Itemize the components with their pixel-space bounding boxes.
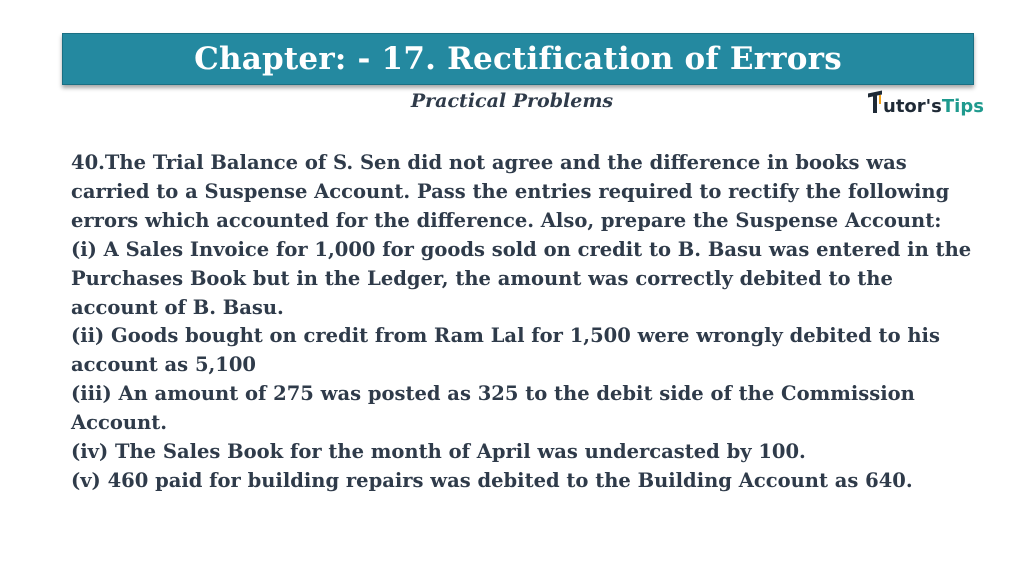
question-line: (i) A Sales Invoice for 1,000 for goods sold on credit to B. Basu was entered in the	[71, 237, 972, 261]
question-line: account as 5,100	[71, 353, 257, 377]
question-line: (ii) Goods bought on credit from Ram Lal for 1,500 were wrongly debited to his	[71, 324, 940, 348]
question-line: Account.	[71, 411, 168, 435]
question-line: errors which accounted for the difference. Also, prepare the Suspense Account:	[71, 208, 942, 232]
logo-text-accent: Tips	[941, 96, 984, 117]
question-line: 40.The Trial Balance of S. Sen did not agree and the difference in books was	[71, 151, 907, 174]
question-line: (iii) An amount of 275 was posted as 325 to the debit side of the Commission	[71, 382, 915, 406]
section-subtitle: Practical Problems	[410, 90, 614, 112]
question-text	[71, 149, 971, 496]
question-line: Purchases Book but in the Ledger, the amount was correctly debited to the	[71, 266, 893, 290]
question-line: carried to a Suspense Account. Pass the entries required to rectify the following	[71, 179, 950, 203]
question-line: account of B. Basu.	[71, 295, 284, 319]
logo-wordmark	[883, 98, 984, 116]
tutors-tips-logo	[868, 88, 984, 116]
question-line: (v) 460 paid for building repairs was debited to the Building Account as 640.	[71, 468, 913, 492]
page-title: Chapter: - 17. Rectification of Errors	[194, 41, 842, 77]
question-line: (iv) The Sales Book for the month of April was undercasted by 100.	[71, 440, 806, 464]
logo-text-main: utor's	[883, 96, 942, 117]
graduation-cap-icon	[868, 90, 882, 116]
chapter-banner	[62, 33, 974, 85]
